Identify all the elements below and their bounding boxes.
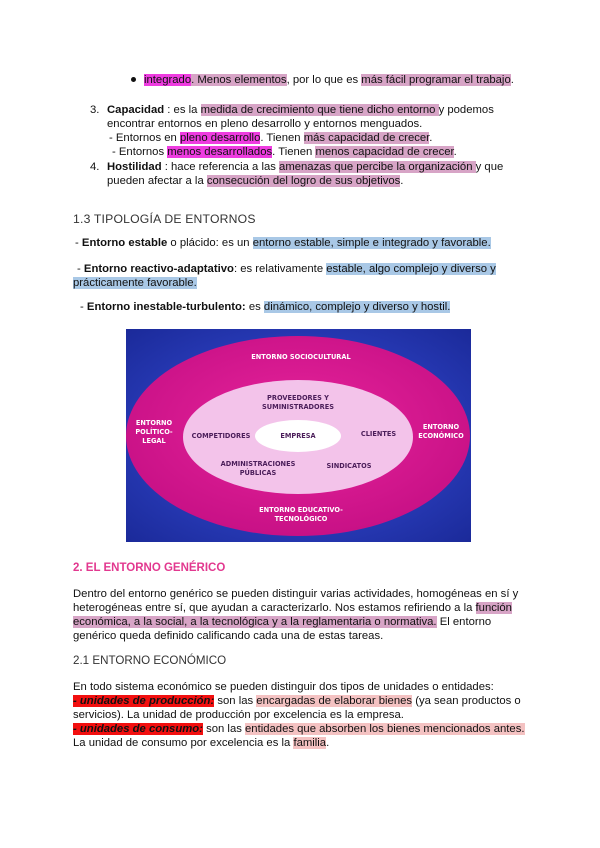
label-sindicatos: SINDICATOS xyxy=(326,462,372,470)
bullet-line-integrado: integrado. Menos elementos, por lo que es más fácil programar el trabajo. xyxy=(144,74,514,86)
label-empresa: EMPRESA xyxy=(280,432,316,440)
section-1-3-title: 1.3 TIPOLOGÍA DE ENTORNOS xyxy=(73,212,256,226)
section-2-1-line-1: En todo sistema económico se pueden distinguir dos tipos de unidades o entidades: xyxy=(73,681,494,693)
item-number-3: 3. xyxy=(90,104,100,116)
entorno-reactivo-line-2: prácticamente favorable. xyxy=(73,277,197,289)
hostilidad-line-2: pueden afectar a la consecución del logro de sus objetivos. xyxy=(107,175,404,187)
entornos-diagram xyxy=(126,329,471,542)
label-entorno-educativo-tecnologico: ENTORNO EDUCATIVO- TECNOLÓGICO xyxy=(259,506,343,523)
entorno-estable-line: - Entorno estable o plácido: es un entorno estable, simple e integrado y favorable. xyxy=(75,237,491,249)
unidades-produccion-line-2: servicios). La unidad de producción por excelencia es la empresa. xyxy=(73,709,404,721)
label-entorno-sociocultural: ENTORNO SOCIOCULTURAL xyxy=(251,353,351,361)
capacidad-line-1: Capacidad : es la medida de crecimiento que tiene dicho entorno y podemos xyxy=(107,104,494,116)
entorno-reactivo-line-1: - Entorno reactivo-adaptativo: es relativamente estable, algo complejo y diverso y xyxy=(77,263,496,275)
label-proveedores: PROVEEDORES Y SUMINISTRADORES xyxy=(262,394,334,411)
label-administraciones: ADMINISTRACIONES PÚBLICAS xyxy=(220,460,296,477)
section-2-line-3: económica, a la social, a la tecnológica y a la reglamentaria o normativa. El entorno xyxy=(73,616,492,628)
capacidad-line-3: - Entornos en pleno desarrollo. Tienen más capacidad de crecer. xyxy=(109,132,433,144)
capacidad-line-4: - Entornos menos desarrollados. Tienen menos capacidad de crecer. xyxy=(112,146,457,158)
label-entorno-economico: ENTORNO ECONÓMICO xyxy=(418,423,464,440)
label-competidores: COMPETIDORES xyxy=(191,432,251,440)
section-2-line-4: genérico queda definido calificando cada una de estas tareas. xyxy=(73,630,384,642)
hostilidad-line-1: Hostilidad : hace referencia a las amenazas que percibe la organización y que xyxy=(107,161,504,173)
section-2-title: 2. EL ENTORNO GENÉRICO xyxy=(73,562,226,574)
section-2-line-2: heterogéneas entre sí, que ayudan a caracterizarlo. Nos estamos refiriendo a la función xyxy=(73,602,512,614)
label-entorno-politico-legal: ENTORNO POLÍTICO- LEGAL xyxy=(135,419,173,445)
item-number-4: 4. xyxy=(90,161,100,173)
entorno-inestable-line: - Entorno inestable-turbulento: es dinámico, complejo y diverso y hostil. xyxy=(80,301,451,313)
section-2-1-title: 2.1 ENTORNO ECONÓMICO xyxy=(73,654,227,667)
capacidad-line-2: encontrar entornos en pleno desarrollo y entornos menguados. xyxy=(107,118,423,130)
section-2-line-1: Dentro del entorno genérico se pueden distinguir varias actividades, homogéneas en sí y xyxy=(73,588,519,600)
unidades-consumo-line: - unidades de consumo: son las entidades que absorben los bienes mencionados antes. xyxy=(73,723,525,735)
label-clientes: CLIENTES xyxy=(360,430,397,438)
unidades-produccion-line: - unidades de producción: son las encargadas de elaborar bienes (ya sean productos o xyxy=(73,695,521,707)
list-bullet xyxy=(131,77,136,82)
unidades-consumo-line-2: La unidad de consumo por excelencia es la familia. xyxy=(73,737,330,749)
